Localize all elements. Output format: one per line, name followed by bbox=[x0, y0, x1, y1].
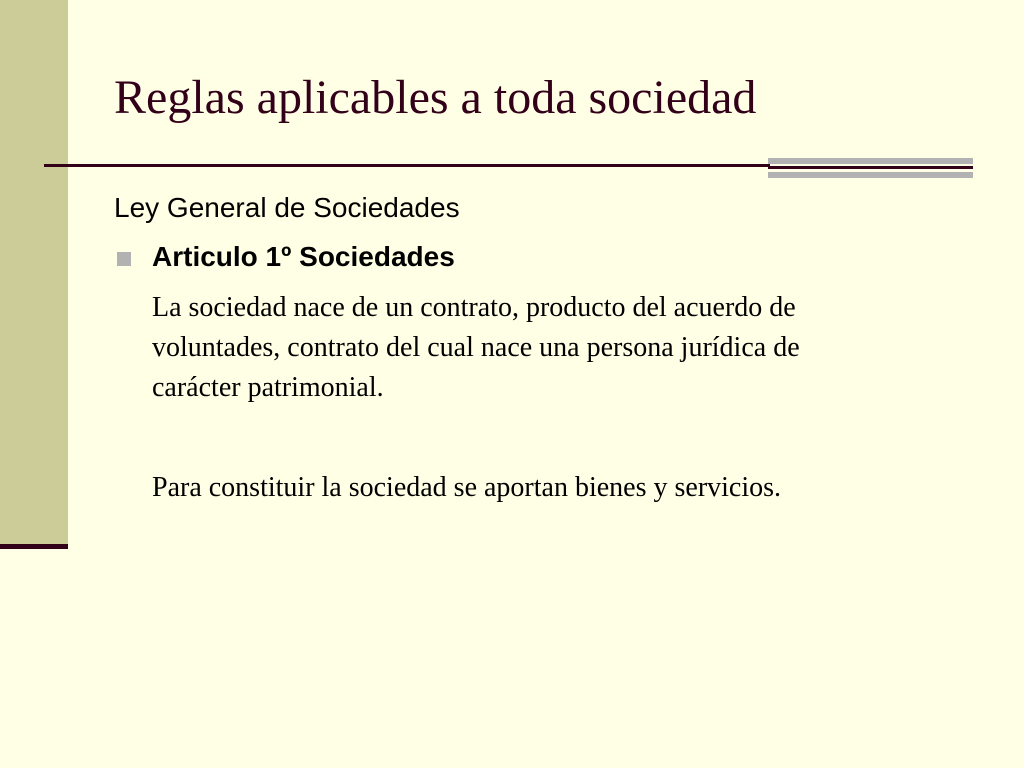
title-divider-line bbox=[44, 164, 770, 167]
left-band-underline bbox=[0, 544, 68, 549]
left-decorative-band bbox=[0, 0, 68, 545]
accent-bar-bottom bbox=[768, 172, 973, 178]
slide-title: Reglas aplicables a toda sociedad bbox=[114, 71, 757, 124]
body-paragraph-2: Para constituir la sociedad se aportan bienes y servicios. bbox=[152, 472, 782, 503]
body-paragraph-1: La sociedad nace de un contrato, producto del acuerdo de voluntades, contrato del cual nace una persona jurídica de carácter patrimonial. bbox=[152, 292, 800, 403]
accent-bar-middle bbox=[768, 166, 973, 169]
square-bullet-icon bbox=[117, 252, 131, 266]
slide-subtitle: Ley General de Sociedades bbox=[114, 192, 460, 223]
accent-bar-top bbox=[768, 158, 973, 164]
bullet-heading: Articulo 1º Sociedades bbox=[152, 241, 455, 272]
